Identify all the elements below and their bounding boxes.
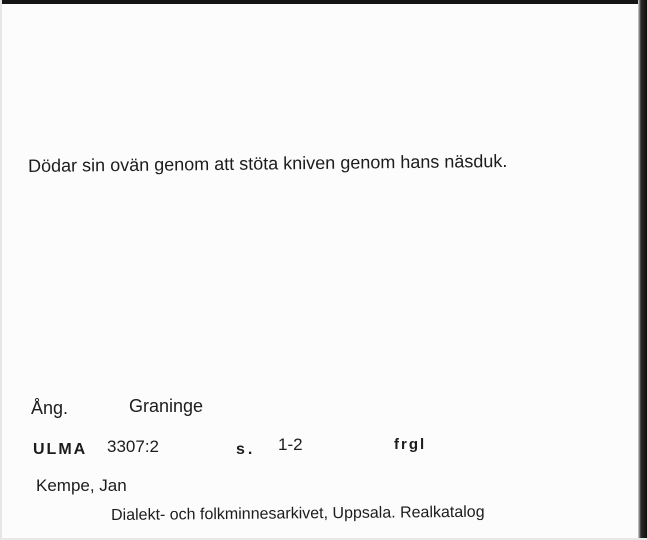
- record-type: frgl: [394, 436, 427, 453]
- place-name: Graninge: [129, 396, 204, 416]
- record-description: Dödar sin ovän genom att stöta kniven genom hans näsduk.: [27, 150, 508, 176]
- scan-edge-right: [638, 0, 647, 540]
- scan-edge-top: [0, 0, 647, 4]
- record-number: 3307:2: [107, 437, 159, 456]
- archive-footer: Dialekt- och folkminnesarkivet, Uppsala. Realkatalog: [110, 503, 485, 524]
- archive-code: ULMA: [33, 441, 88, 458]
- page-label: s.: [236, 441, 256, 458]
- ang-label: Ång.: [31, 398, 69, 418]
- scan-edge-left: [0, 0, 2, 540]
- collector-name: Kempe, Jan: [36, 476, 127, 495]
- page-range: 1-2: [278, 435, 303, 454]
